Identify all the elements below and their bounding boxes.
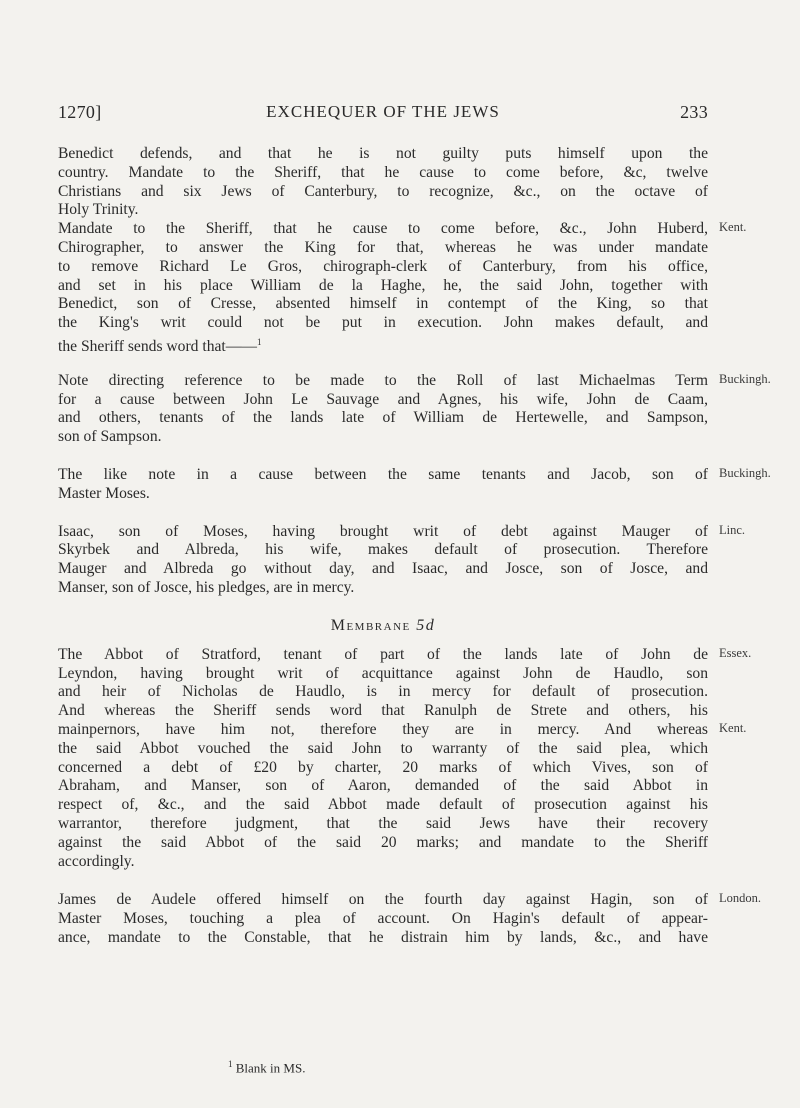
footnote [228,1059,305,1076]
text-line: for a cause between John Le Sauvage and Agnes, his wife, John de Caam, [58,390,708,408]
entry-linc-isaac [58,522,746,598]
margin-note-county: Linc. [719,522,746,537]
text-line: and set in his place William de la Haghe, he, the said John, together with [58,276,708,294]
text-line: Isaac, son of Moses, having brought writ of debt against Mauger of [58,522,708,540]
text-line [58,333,708,356]
header-title: EXCHEQUER OF THE JEWS [266,102,500,121]
text-line: Manser, son of Josce, his pledges, are in mercy. [58,578,355,596]
entry-essex-abbot [58,645,752,872]
text-line: mainpernors, have him not, therefore they are in mercy. And whereas [58,720,708,738]
text-line: against the said Abbot of the said 20 marks; and mandate to the Sheriff [58,833,708,851]
text-line: the said Abbot vouched the said John to warranty of the said plea, which [58,739,708,757]
margin-note-county-2: Kent. [719,720,747,735]
text-line: to remove Richard Le Gros, chirograph-clerk of Canterbury, from his office, [58,257,708,275]
text-line: concerned a debt of £20 by charter, 20 marks of which Vives, son of [58,758,708,776]
margin-note-county: London. [719,891,762,906]
text-line: Christians and six Jews of Canterbury, to recognize, &c., on the octave of [58,182,708,200]
page-body [58,145,771,948]
text-line: accordingly. [58,852,135,870]
text-line: and others, tenants of the lands late of William de Hertewelle, and Sampson, [58,409,708,427]
text-line: respect of, &c., and the said Abbot made default of prosecution against his [58,796,708,814]
header-year: 1270] [58,102,102,122]
entry-buckingh-note [58,371,771,447]
text-line: Skyrbek and Albreda, his wife, makes default of prosecution. Therefore [58,541,708,559]
text-line: The Abbot of Stratford, tenant of part of the lands late of John de [58,645,708,663]
text-line: Benedict, son of Cresse, absented himself in contempt of the King, so that [58,295,708,313]
margin-note-county: Buckingh. [719,371,771,386]
footnote-text: Blank in MS. [235,1060,306,1076]
margin-note-county: Buckingh. [719,465,771,480]
text-line: Mauger and Albreda go without day, and Isaac, and Josce, son of Josce, and [58,560,708,578]
running-header [58,102,708,128]
text-line: Benedict defends, and that he is not guilty puts himself upon the [58,145,708,162]
margin-note-county: Essex. [719,645,752,660]
text-line: Chirographer, to answer the King for that, whereas he was under mandate [58,238,708,256]
text-line: The like note in a cause between the same tenants and Jacob, son of [58,465,708,483]
page-number: 233 [680,102,708,122]
text-line: the King's writ could not be put in execution. John makes default, and [58,314,708,332]
membrane-heading [58,614,708,638]
text-line: Leyndon, having brought writ of acquittance against John de Haudlo, son [58,664,708,682]
text-line: Abraham, and Manser, son of Aaron, demanded of the said Abbot in [58,777,708,795]
text-line: And whereas the Sheriff sends word that Ranulph de Strete and others, his [58,702,708,720]
entry-buckingh-like-note [58,465,771,504]
line-text: the Sheriff sends word that—— [58,338,257,356]
text-line: Master Moses, touching a plea of account. On Hagin's default of appear- [58,910,708,928]
text-line: son of Sampson. [58,428,162,446]
text-line: country. Mandate to the Sheriff, that he cause to come before, &c, twelve [58,163,708,181]
text-line: Holy Trinity. [58,201,139,219]
entry-london-james [58,891,762,947]
entry-kent-benedict [58,145,747,356]
text-line: and heir of Nicholas de Haudlo, is in mercy for default of prosecution. [58,683,708,701]
membrane-number: 5d [416,616,436,634]
text-line: Master Moses. [58,484,150,502]
text-line: Note directing reference to be made to the Roll of last Michaelmas Term [58,371,708,389]
text-line: Mandate to the Sheriff, that he cause to come before, &c., John Huberd, [58,220,708,238]
text-line: ance, mandate to the Constable, that he distrain him by lands, &c., and have [58,928,708,946]
margin-note-county: Kent. [719,220,747,234]
footnote-mark: 1 [228,1059,233,1069]
text-line: James de Audele offered himself on the fourth day against Hagin, son of [58,891,708,909]
membrane-word: Membrane [330,616,411,634]
footnote-ref: 1 [256,336,262,347]
text-line: warrantor, therefore judgment, that the said Jews have their recovery [58,814,708,832]
